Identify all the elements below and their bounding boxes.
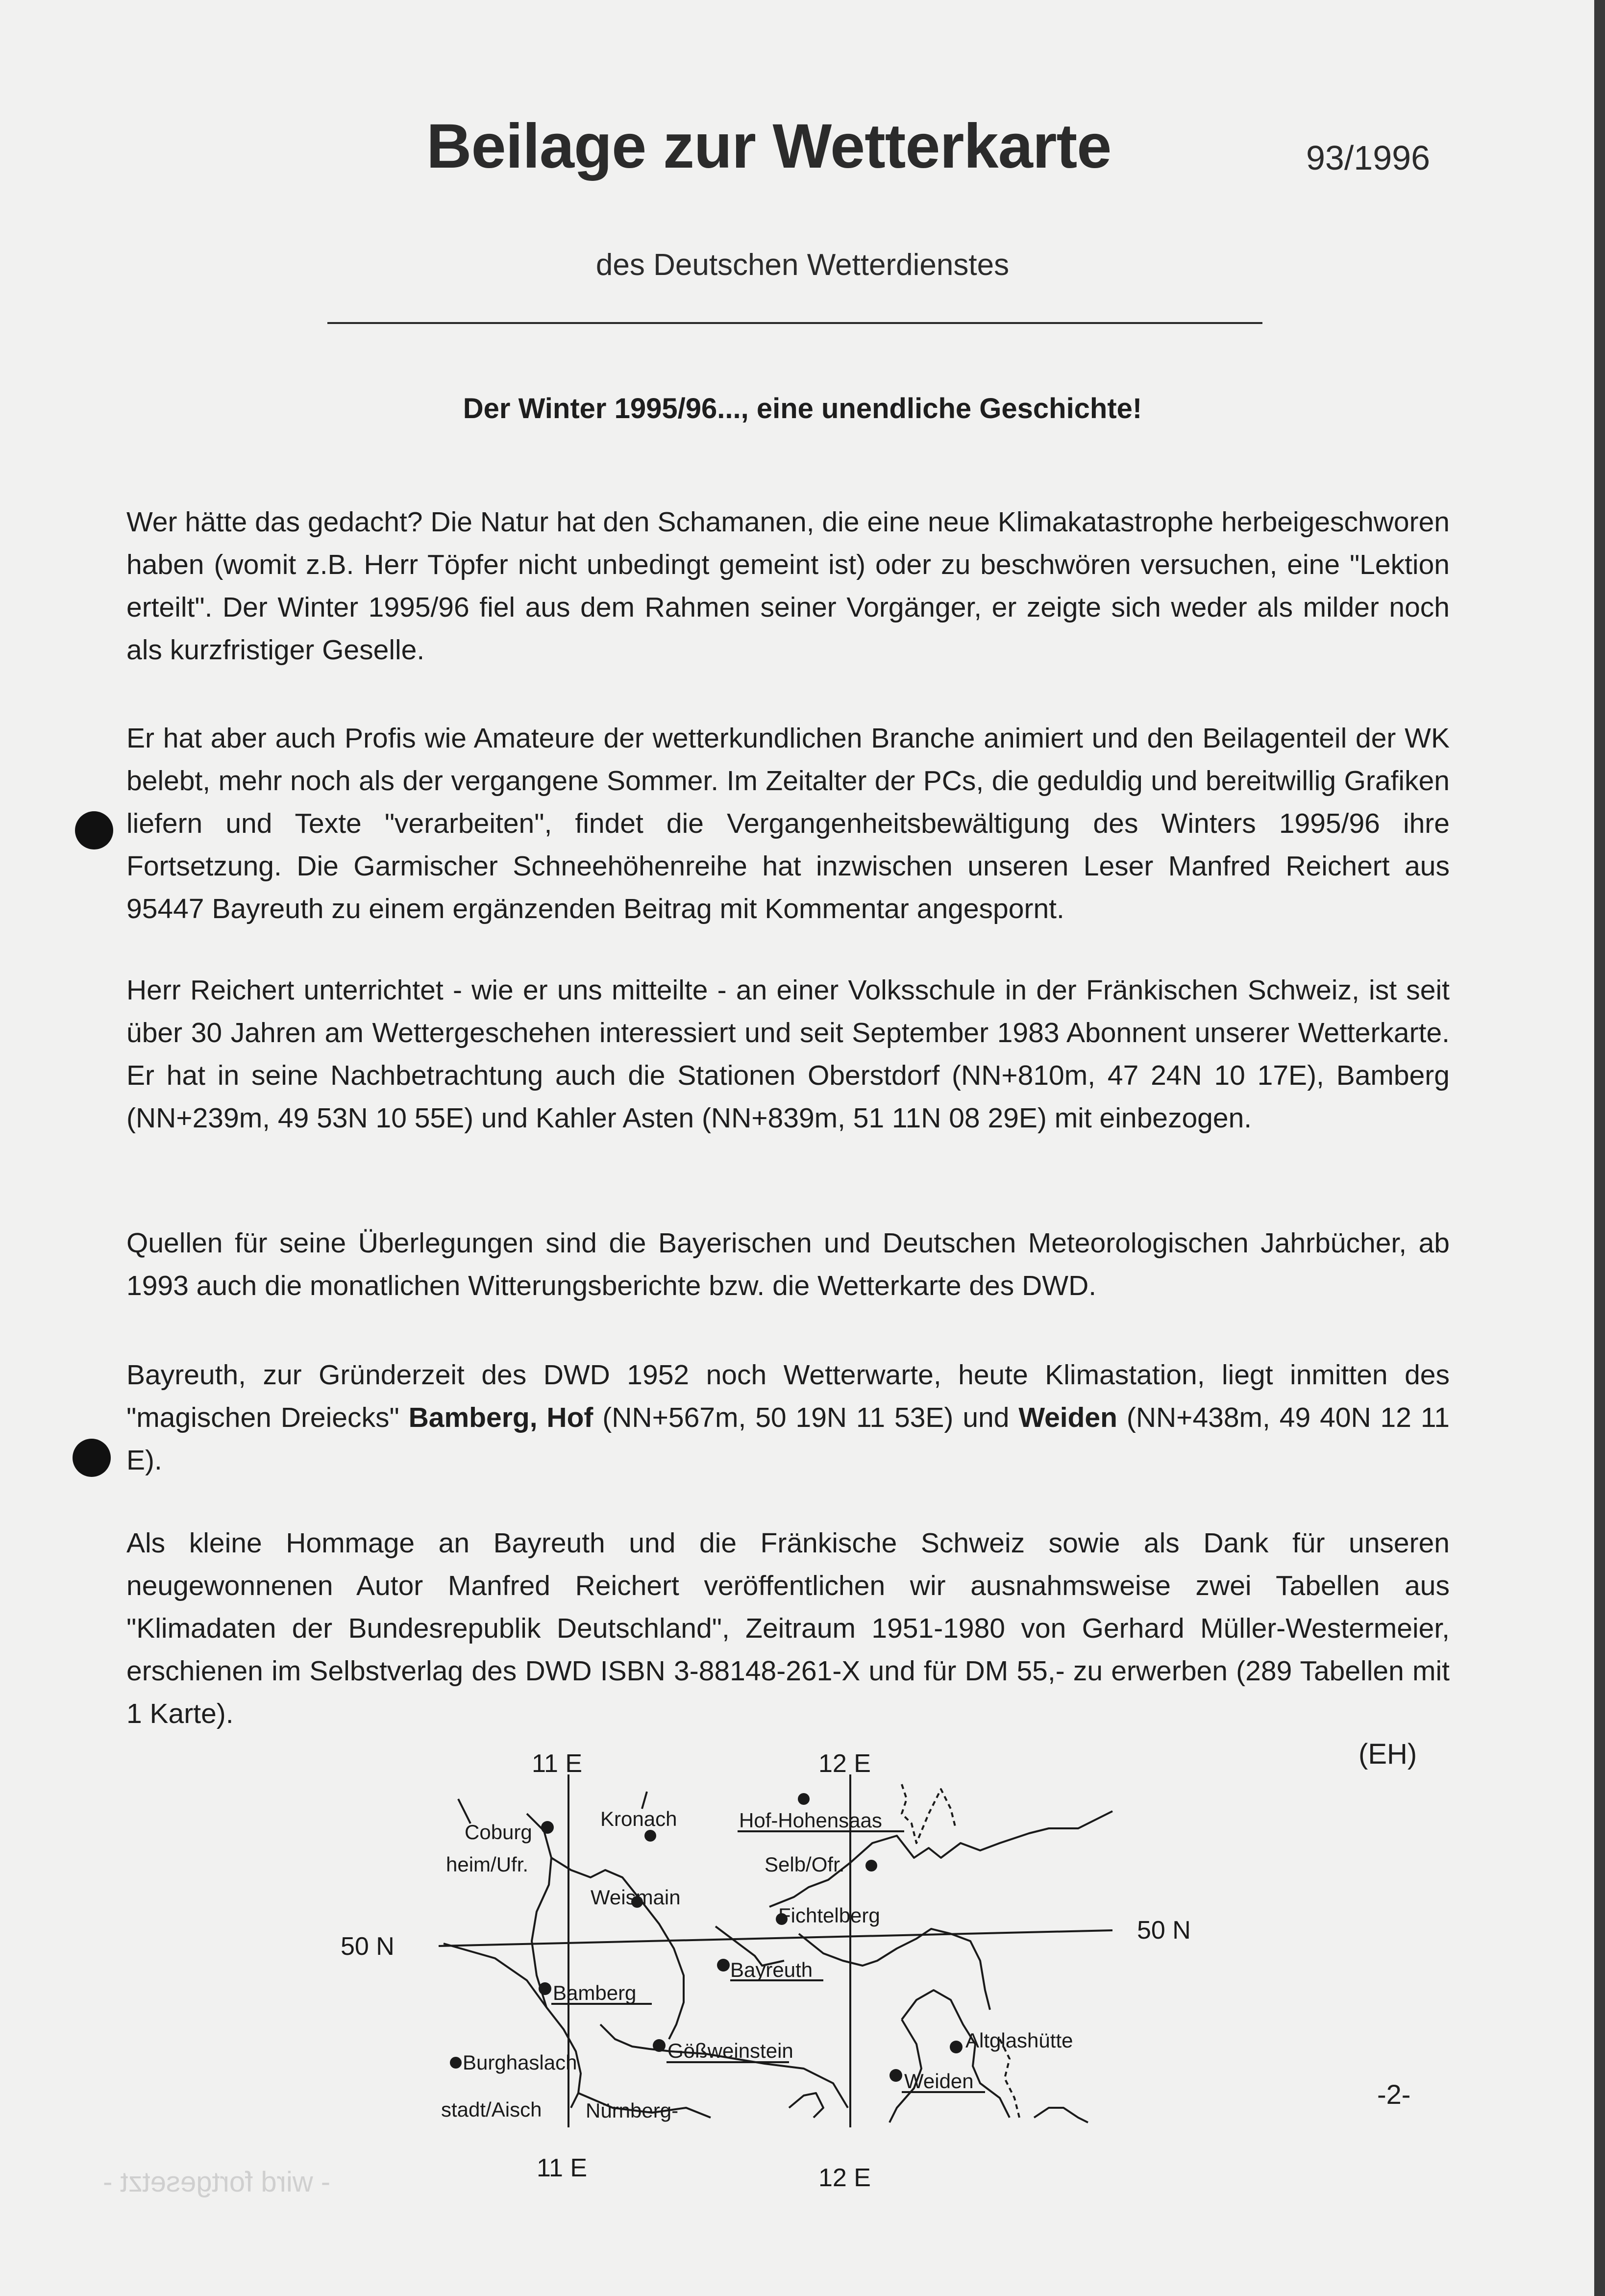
hof-label: Hof-Hohensaas — [739, 1809, 882, 1832]
coburg-marker — [541, 1821, 554, 1834]
parallel-50n — [439, 1930, 1112, 1946]
river-weissmain — [551, 1858, 684, 2039]
hof-marker — [798, 1793, 810, 1805]
nuernberg-label: Nürnberg- — [586, 2099, 679, 2122]
page-title: Beilage zur Wetterkarte — [426, 111, 1111, 181]
paragraph-4: Quellen für seine Überlegungen sind die Bayerischen und Deutschen Meteorologischen Jahrbücher, ab 1993 auch die monatlichen Witterungsberichte bzw. die Wetterkarte des DWD. — [126, 1227, 1450, 1301]
river-main — [444, 1944, 581, 2108]
altglashuette-marker — [950, 2041, 963, 2053]
paragraph-3: Herr Reichert unterrichtet - wie er uns mitteilte - an einer Volksschule in der Fränkischen Schweiz, ist seit über 30 Jahren am Wettergeschehen interessiert und seit September 1983 Abonnent unserer Wetterkarte. Er hat in seine Nachbetrachtung auch die Stationen Oberstdorf (NN+810m, 47 24N 10 17E), Bamberg (NN+239m, 49 53N 10 55E) und Kahler Asten (NN+839m, 51 11N 08 29E) mit einbezogen. — [126, 974, 1450, 1134]
paragraph-2: Er hat aber auch Profis wie Amateure der wetterkundlichen Branche animiert und den Beilagenteil der WK belebt, mehr noch als der vergangene Sommer. Im Zeitalter der PCs, die geduldig und bereitwillig Grafiken liefern und Texte "verarbeiten", findet die Vergangenheitsbewältigung des Winters 1995/96 ihre Fortsetzung. Die Garmischer Schneehöhenreihe hat inzwischen unseren Leser Manfred Reichert aus 95447 Bayreuth zu einem ergänzenden Beitrag mit Kommentar angespornt. — [126, 723, 1450, 924]
paragraph-5-bold-a: Bamberg, Hof — [408, 1402, 593, 1433]
lon-label-11e-bottom: 11 E — [537, 2154, 588, 2182]
weismain-label: Weismain — [591, 1886, 681, 1909]
neustadt-label: stadt/Aisch — [441, 2098, 542, 2121]
paragraph-5-text-b: (NN+567m, 50 19N 11 53E) und — [593, 1402, 1019, 1433]
burghaslach-marker — [450, 2057, 462, 2069]
border-se — [1034, 2108, 1088, 2122]
border-east — [902, 1784, 956, 1843]
lon-label-11e-top: 11 E — [532, 1749, 583, 1778]
kronach-marker — [644, 1830, 656, 1842]
altglashuette-label: Altglashütte — [965, 2029, 1073, 2052]
coburg-label: Coburg — [465, 1821, 532, 1844]
river-sw — [789, 2093, 823, 2118]
kronach-label: Kronach — [600, 1807, 677, 1830]
lat-label-right: 50 N — [1137, 1916, 1191, 1945]
selb-label: Selb/Ofr. — [765, 1853, 845, 1876]
lat-label-left: 50 N — [341, 1932, 395, 1961]
paragraph-5-bold-b: Weiden — [1018, 1402, 1117, 1433]
bayreuth-label: Bayreuth — [730, 1958, 813, 1981]
fichtelberg-label: Fichtelberg — [778, 1904, 880, 1927]
river-eger — [799, 1929, 990, 2010]
paragraph-6: Als kleine Hommage an Bayreuth und die Fränkische Schweiz sowie als Dank für unseren neugewonnenen Autor Manfred Reichert veröffentlichen wir ausnahmsweise zwei Tabellen aus "Klimadaten der Bundesrepublik Deutschland", Zeitraum 1951-1980 von Gerhard Müller-Westermeier, erschienen im Selbstverlag des DWD ISBN 3-88148-261-X und für DM 55,- zu erwerben (289 Tabellen mit 1 Karte). — [126, 1527, 1450, 1729]
bamberg-label: Bamberg — [553, 1981, 637, 2004]
bleed-through-text: - wird fortgesetzt - — [103, 2166, 331, 2198]
goessweinstein-marker — [653, 2039, 666, 2052]
burghaslach-label: Burghaslach — [463, 2051, 577, 2074]
weiden-label: Weiden — [904, 2070, 974, 2093]
selb-marker — [865, 1860, 877, 1872]
lon-label-12e-bottom: 12 E — [818, 2164, 871, 2192]
issue-number: 93/1996 — [1306, 139, 1431, 177]
river-wiesent — [600, 2024, 848, 2108]
lon-label-12e-top: 12 E — [818, 1749, 871, 1778]
bayreuth-marker — [717, 1959, 730, 1972]
page-subtitle: des Deutschen Wetterdienstes — [595, 248, 1010, 282]
goessweinstein-label: Gößweinstein — [667, 2039, 793, 2062]
bamberg-marker — [539, 1982, 551, 1995]
river-coburg — [458, 1799, 470, 1823]
paragraph-5-text-c: (NN+438m, 49 40N 12 11 E). — [126, 1402, 1450, 1476]
river-north — [642, 1792, 647, 1809]
weiden-marker — [889, 2069, 902, 2082]
paragraph-5-text-a: Bayreuth, zur Gründerzeit des DWD 1952 noch Wetterwarte, heute Klimastation, liegt inmitten des "magischen Dreiecks" — [126, 1359, 1450, 1433]
page-number: -2- — [1377, 2079, 1411, 2110]
author-signature: (EH) — [1358, 1738, 1417, 1770]
article-heading: Der Winter 1995/96..., eine unendliche Geschichte! — [463, 393, 1142, 424]
coburg-label-2: heim/Ufr. — [446, 1853, 529, 1876]
paragraph-1: Wer hätte das gedacht? Die Natur hat den Schamanen, die eine neue Klimakatastrophe herbeigeschworen haben (womit z.B. Herr Töpfer nicht unbedingt gemeint ist) oder zu beschwören versuchen, eine "Lektion erteilt". Der Winter 1995/96 fiel aus dem Rahmen seiner Vorgänger, er zeigte sich weder als milder noch als kurzfristiger Geselle. — [126, 506, 1450, 666]
